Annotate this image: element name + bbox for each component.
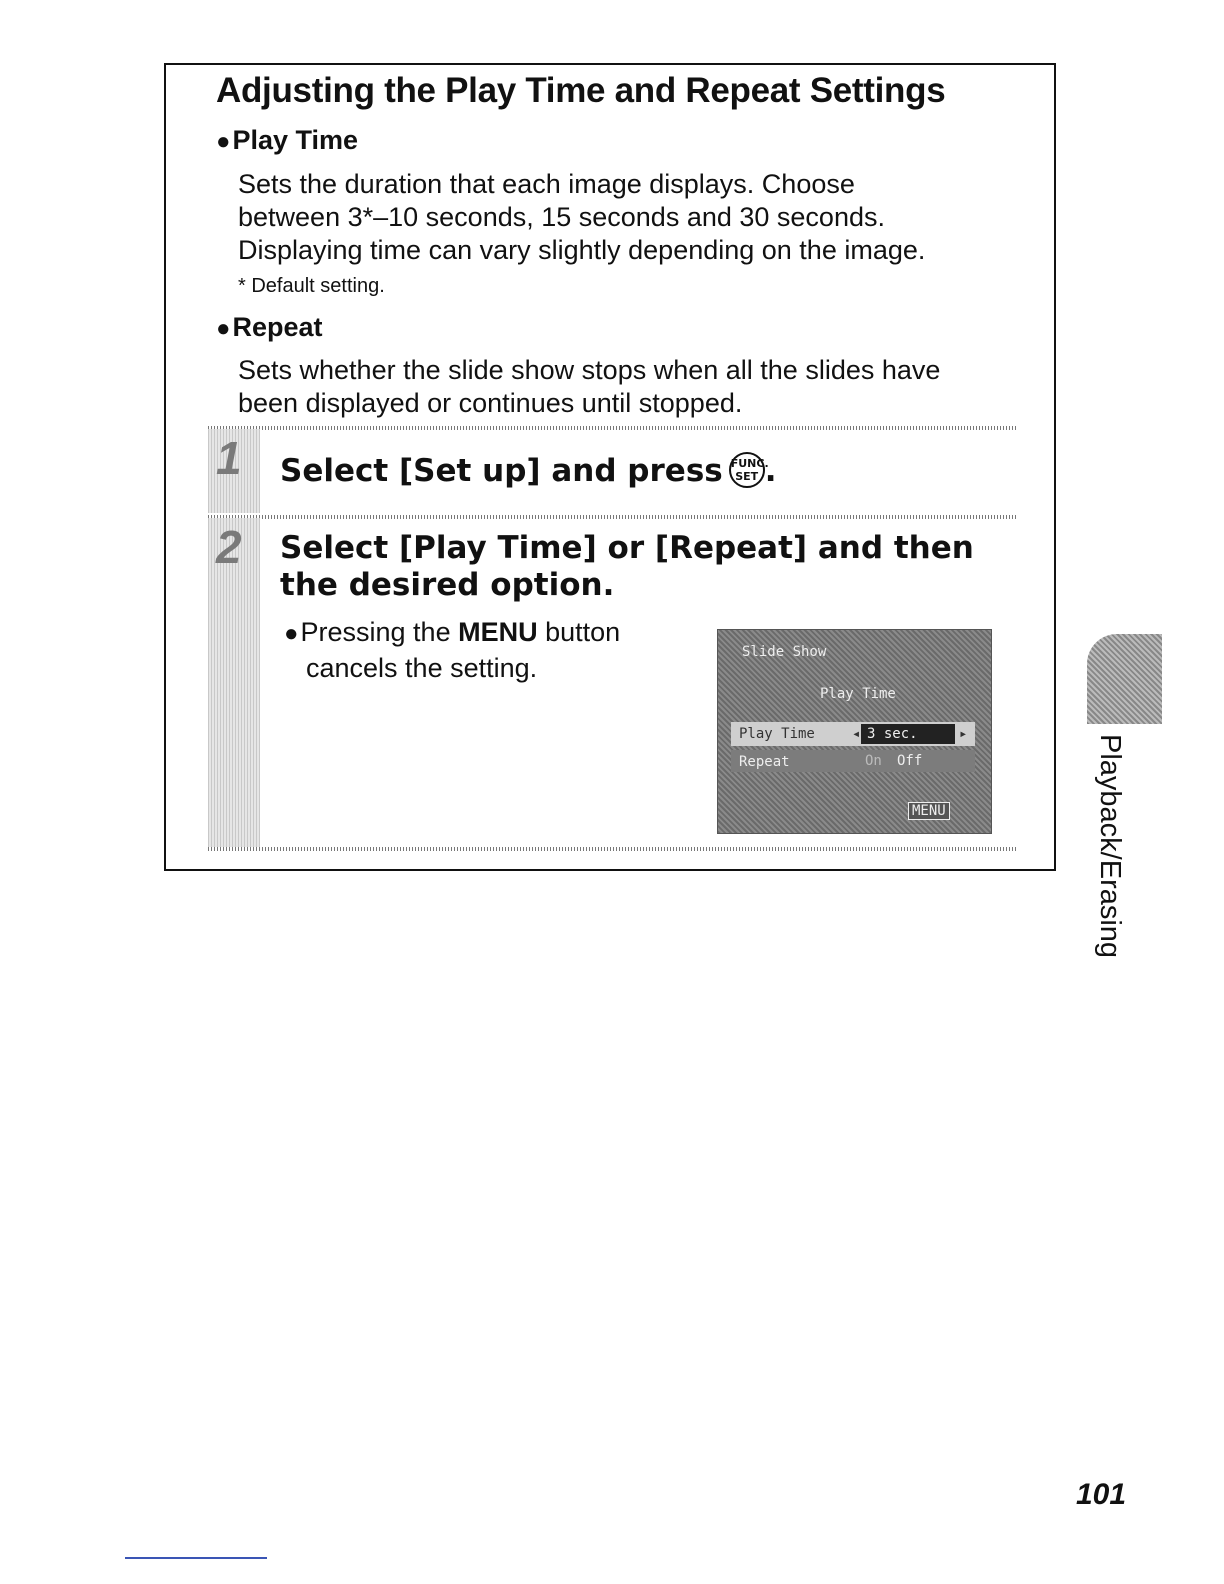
page-number: 101: [1076, 1478, 1127, 1511]
section-heading: Adjusting the Play Time and Repeat Settings: [216, 71, 946, 110]
play-time-line-2: between 3*–10 seconds, 15 seconds and 30 seconds.: [238, 202, 885, 232]
step-1-title: [280, 453, 777, 491]
screen-row-label: Play Time: [739, 726, 815, 742]
step-2-title-line-2: the desired option.: [280, 567, 615, 603]
play-time-line-1: Sets the duration that each image displays. Choose: [238, 169, 855, 199]
repeat-title: Repeat: [232, 312, 323, 342]
footer-line: [125, 1557, 267, 1559]
right-arrow-icon: ▸: [959, 726, 968, 742]
left-arrow-icon: ◂: [852, 726, 861, 742]
step-1-suffix: .: [764, 453, 777, 489]
func-set-button-icon: [729, 452, 769, 488]
step-2-note-line-2: cancels the setting.: [306, 653, 538, 683]
default-setting-footnote: * Default setting.: [238, 275, 385, 297]
screen-submenu-title: Play Time: [820, 686, 896, 702]
screen-option-off: Off: [897, 753, 923, 769]
repeat-line-1: Sets whether the slide show stops when all the slides have: [238, 355, 941, 385]
repeat-subheading: [216, 312, 323, 343]
step-1-number: 1: [216, 432, 242, 484]
bullet-icon: ●: [284, 620, 299, 647]
step-2-note-post: button: [537, 617, 621, 647]
step-divider: [208, 847, 1016, 851]
screen-option-on: On: [865, 753, 882, 769]
chapter-label-text: Playback/Erasing: [1094, 734, 1126, 959]
screen-row-repeat: [731, 750, 975, 772]
chapter-label: [1078, 734, 1128, 994]
play-time-title: Play Time: [232, 125, 359, 155]
play-time-paragraph: [238, 168, 925, 267]
menu-keyword: MENU: [458, 617, 538, 647]
screen-row-value-text: 3 sec.: [867, 726, 918, 742]
screen-menu-title: Slide Show: [742, 644, 827, 660]
screen-row-value: [861, 724, 955, 744]
bullet-icon: ●: [216, 315, 231, 342]
func-button-line-1: FUNC.: [730, 456, 769, 470]
screen-row-play-time: [731, 722, 975, 746]
repeat-line-2: been displayed or continues until stopped.: [238, 388, 743, 418]
step-2-number: 2: [216, 521, 242, 573]
play-time-line-3: Displaying time can vary slightly depending on the image.: [238, 235, 926, 265]
func-button-line-2: SET: [735, 469, 759, 483]
step-2-title-line-1: Select [Play Time] or [Repeat] and then: [280, 530, 974, 566]
screen-row-label: Repeat: [739, 754, 790, 770]
step-2-note-pre: Pressing the: [300, 617, 459, 647]
step-1-title-text: Select [Set up] and press: [280, 453, 723, 489]
step-2-note: [284, 615, 620, 686]
screen-menu-button: MENU: [908, 802, 950, 820]
bullet-icon: ●: [216, 128, 231, 155]
repeat-paragraph: [238, 354, 940, 420]
play-time-subheading: [216, 125, 358, 156]
step-divider: [208, 515, 1016, 519]
content-box: [164, 63, 1056, 871]
step-divider: [208, 426, 1016, 430]
camera-screen-image: [717, 629, 992, 834]
chapter-tab: [1087, 634, 1162, 724]
step-2-title: [280, 530, 974, 604]
